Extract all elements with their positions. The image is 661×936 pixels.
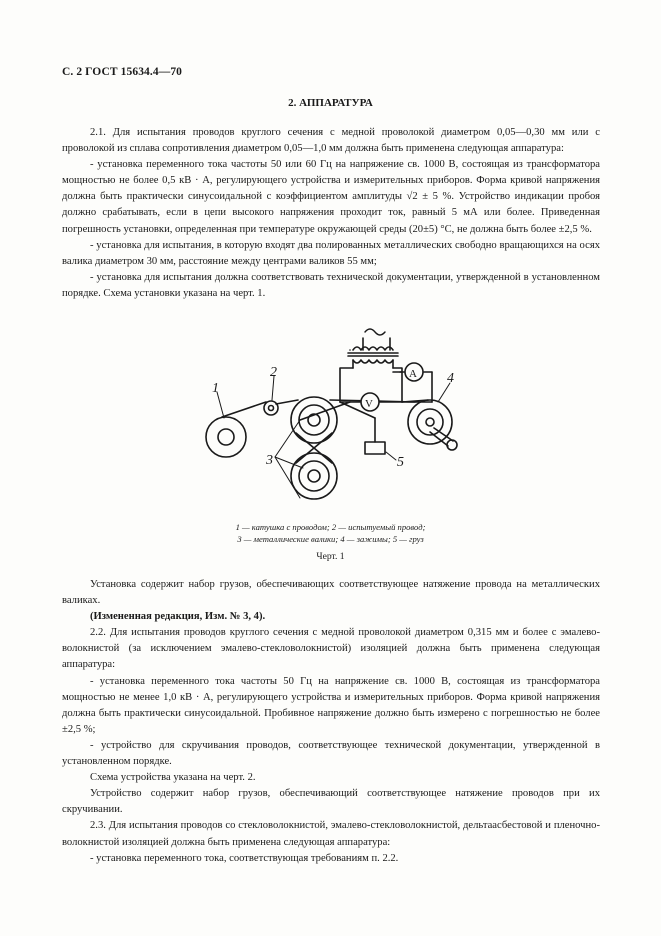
paragraph-weights: Установка содержит набор грузов, обеспечивающих соответствующее натяжение провода на металлических валиках.: [62, 579, 600, 607]
paragraph-scheme-ref: Схема устройства указана на черт. 2.: [90, 772, 256, 784]
paragraph-documentation: - установка для испытания должна соответствовать технической документации, утвержденной в установленном порядке. Схема установки указана на черт. 1.: [62, 271, 600, 299]
figure-label-1: 1: [212, 381, 219, 396]
paragraph-2-1: 2.1. Для испытания проводов круглого сечения с медной проволокой диаметром 0,05—0,30 мм или с проволокой из сплава сопротивления диаметром 0,05—1,0 мм должна быть применена следующая аппаратура:: [62, 127, 600, 155]
clamp-icon: [408, 400, 452, 444]
section-title: 2. АППАРАТУРА: [288, 97, 373, 109]
text-block-1: [62, 125, 600, 302]
paragraph-ac-installation: - установка переменного тока частоты 50 или 60 Гц на напряжение св. 1000 В, состоящая из трансформатора мощностью не более 0,5 кВ · А, регулирующего устройства и измерительных приборов. Форма кривой напряжения должна быть практически синусоидальной с коэффициентом амплитуды √2 ± 5 %. Устройство индикации пробоя должно срабатывать, если в цепи высокого напряжения проходит ток, равный 5 мА или более. Приведенная погрешность установки, определенная при температуре окружающей среды (20±5) °С, не должна быть более ±2,5 %.: [62, 159, 600, 235]
transformer-secondary-icon: [353, 360, 393, 363]
paragraph-amendment: (Измененная редакция, Изм. № 3, 4).: [90, 611, 266, 623]
paragraph-ac-installation-2: - установка переменного тока частоты 50 Гц на напряжение св. 1000 В, состоящая из трансформатора мощностью не менее 1,0 кВ · А, регулирующего устройства и измерительных приборов. Форма кривой напряжения должна быть практически синусоидальной. Пробивное напряжение должно быть измерено с погрешностью не более ±2,5 %;: [62, 675, 600, 735]
page-header: С. 2 ГОСТ 15634.4—70: [62, 66, 183, 78]
ac-source-symbol: [365, 329, 385, 335]
figure-caption-line-2: 3 — металлические валики; 4 — зажимы; 5 — груз: [237, 534, 424, 544]
figure-caption: [0, 521, 661, 545]
text-block-2: [62, 577, 600, 867]
bobbin-1-icon: [206, 417, 246, 457]
ammeter-label: A: [409, 368, 417, 380]
paragraph-2-3: 2.3. Для испытания проводов со стекловолокнистой, эмалево-стекловолокнистой, дельтаасбестовой и пленочно-волокнистой изоляцией должна быть применена следующая аппаратура:: [62, 820, 600, 848]
paragraph-twisting-device: - устройство для скручивания проводов, соответствующее технической документации, утвержденной в установленном порядке.: [62, 739, 600, 768]
figure-label-3: 3: [266, 453, 273, 468]
paragraph-2-2: 2.2. Для испытания проводов круглого сечения с медной проволокой диаметром 0,315 мм и более с эмалево-волокнистой (за исключением эмалево-стекловолокнистой) изоляцией должна быть применена следующая аппаратура:: [62, 627, 600, 671]
figure-label-4: 4: [447, 371, 454, 386]
transformer-primary-icon: [350, 347, 393, 350]
weight-icon: [365, 442, 385, 454]
figure-caption-line-1: 1 — катушка с проводом; 2 — испытуемый провод;: [235, 522, 426, 532]
figure-label-2: 2: [270, 365, 277, 380]
paragraph-ac-installation-3: - установка переменного тока, соответствующая требованиям п. 2.2.: [90, 852, 399, 864]
upper-roller-icon: [291, 397, 337, 443]
voltmeter-label: V: [365, 398, 373, 410]
figure-label-5: 5: [397, 455, 404, 470]
figure-1-diagram: [200, 320, 472, 522]
guide-pulley-icon: [264, 401, 278, 415]
lower-roller-icon: [291, 453, 337, 499]
paragraph-twisting-weights: Устройство содержит набор грузов, обеспечивающий соответствующее натяжение проводов при их скручивании.: [62, 788, 600, 816]
paragraph-test-installation: - установка для испытания, в которую входят два полированных металлических свободно вращающихся на осях валика диаметром 30 мм, расстояние между центрами валиков 55 мм;: [62, 239, 600, 267]
figure-number: Черт. 1: [316, 551, 345, 562]
